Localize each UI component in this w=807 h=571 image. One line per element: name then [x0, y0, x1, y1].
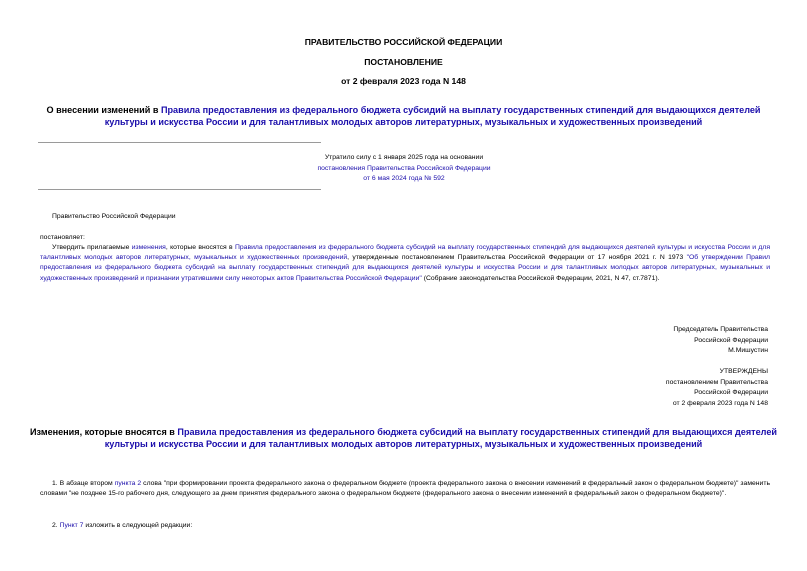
- item1-text-2: слова "при формировании проекта федерального закона о федеральном бюджете (проекта федерального закона о внесении изменений в федеральный закон о федеральном бюджете)" заменить словами "не позднее 15-го рабочего дня, следующего за днем принятия федерального закона о федеральном бюджете (федерального закона о внесении изменений в федеральный закон о федеральном бюджете)".: [40, 480, 770, 498]
- clause-2-link[interactable]: пункта 2: [114, 480, 142, 487]
- repeal-decree-date-link[interactable]: от 6 мая 2024 года № 592: [363, 175, 445, 183]
- title-rules-link[interactable]: Правила предоставления из федерального бюджета субсидий на выплату государственных стипендий для выдающихся деятелей культуры и искусства России и для талантливых молодых авторов литературных, музыкальных и художественных произведений: [104, 105, 761, 127]
- change-item-2: [40, 521, 770, 531]
- signature-block: [673, 325, 768, 357]
- item2-text-2: изложить в следующей редакции:: [83, 522, 193, 529]
- resolution-text-4: (Собрание законодательства Российской Федерации, 2021, N 47, ст.7871).: [421, 274, 660, 282]
- changes-link[interactable]: изменения: [131, 244, 166, 251]
- item2-text-1: 2.: [52, 522, 60, 529]
- resolution-paragraph: [40, 243, 770, 284]
- clause-7-link[interactable]: Пункт 7: [59, 522, 84, 529]
- changes-title-prefix: Изменения, которые вносятся в: [30, 427, 178, 437]
- title-prefix: О внесении изменений в: [46, 105, 161, 115]
- resolution-text-2: , которые вносятся в: [165, 244, 236, 251]
- resolution-text-3: , утвержденные постановлением Правительства Российской Федерации от 17 ноября 2021 г. N 1973: [347, 254, 687, 262]
- document-date-number: от 2 февраля 2023 года N 148: [341, 76, 466, 86]
- resolution-text-1: Утвердить прилагаемые: [52, 244, 132, 251]
- divider-top: [38, 142, 321, 143]
- document-title: [30, 104, 777, 128]
- approval-by: постановлением Правительства: [665, 378, 768, 386]
- changes-title: [30, 426, 777, 450]
- signature-position: Председатель Правительства: [673, 326, 768, 333]
- approval-country: Российской Федерации: [694, 389, 768, 397]
- status-note: [300, 153, 508, 185]
- changes-title-rules-link[interactable]: Правила предоставления из федерального бюджета субсидий на выплату государственных стипендий для выдающихся деятелей культуры и искусства России и для талантливых молодых авторов литературных, музыкальных и художественных произведений: [104, 427, 777, 449]
- issuer: Правительство Российской Федерации: [52, 213, 176, 220]
- approval-label: УТВЕРЖДЕНЫ: [719, 368, 768, 375]
- government-heading: ПРАВИТЕЛЬСТВО РОССИЙСКОЙ ФЕДЕРАЦИИ: [304, 37, 503, 47]
- decree-1973-link[interactable]: "Об утверждении Правил предоставления из федерального бюджета субсидий на выплату государственных стипендий для выдающихся деятелей культуры и искусства России и для талантливых молодых авторов литературных, музыкальных и художественных произведений и признании утратившими силу некоторых актов Правительства Российской Федерации": [40, 254, 771, 282]
- repeal-decree-link[interactable]: постановления Правительства Российской Федерации: [317, 164, 491, 172]
- resolves-label: постановляет:: [40, 234, 85, 241]
- change-item-1: [40, 479, 770, 499]
- item1-text-1: 1. В абзаце втором: [52, 480, 115, 487]
- signature-name: М.Мишустин: [728, 347, 768, 355]
- approval-date: от 2 февраля 2023 года N 148: [672, 399, 768, 407]
- approval-block: [666, 367, 768, 409]
- document-type: ПОСТАНОВЛЕНИЕ: [364, 57, 443, 67]
- rules-link[interactable]: Правила предоставления из федерального бюджета субсидий на выплату государственных стипендий для выдающихся деятелей культуры и искусства России и для талантливых молодых авторов литературных, музыкальных и художественных произведений: [40, 244, 771, 262]
- divider-bottom: [38, 189, 321, 190]
- status-note-text: Утратило силу с 1 января 2025 года на основании: [324, 154, 484, 161]
- signature-country: Российской Федерации: [694, 336, 768, 344]
